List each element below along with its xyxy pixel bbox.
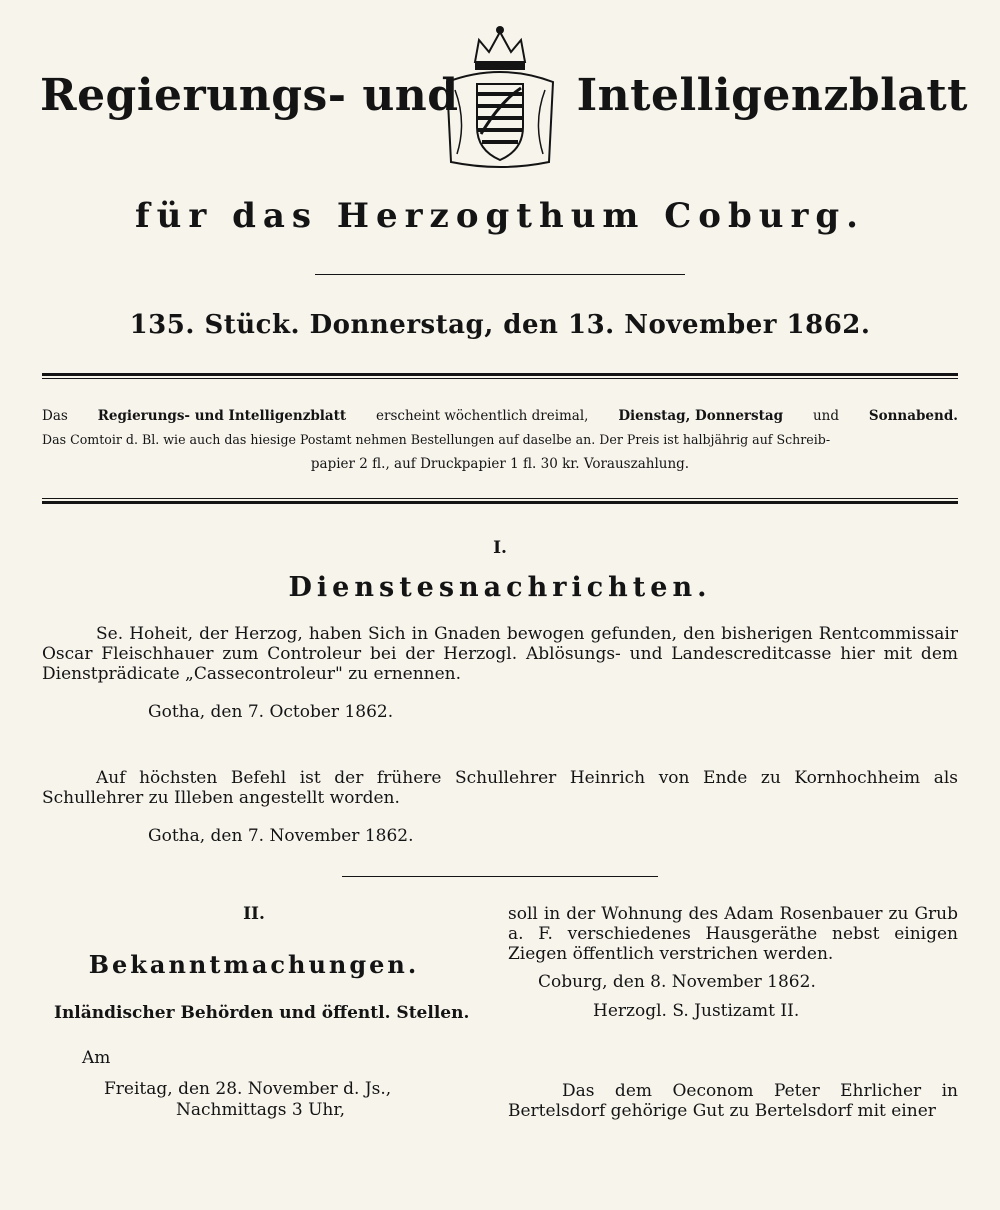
right-column-dateline: Coburg, den 8. November 1862.: [538, 972, 816, 992]
subscription-notice: [42, 404, 958, 476]
section-1-dateline-1: Gotha, den 7. October 1862.: [148, 702, 394, 722]
masthead-subtitle: für das Herzogthum Coburg.: [134, 196, 866, 236]
notice-line-2: Das Comtoir d. Bl. wie auch das hiesige Postamt nehmen Bestellungen auf daselbe an. Der Preis ist halbjährig auf Schreib-: [42, 432, 831, 447]
section-2-am: Am: [82, 1048, 111, 1068]
coat-of-arms-icon: [437, 22, 563, 172]
section-2-date-line: Freitag, den 28. November d. Js.,: [104, 1079, 392, 1099]
title-left: Regierungs- und: [40, 70, 459, 121]
rule-double-bottom-1: [42, 498, 958, 499]
rule-double-top-2: [42, 378, 958, 379]
section-divider: [342, 876, 658, 877]
section-2-numeral: II.: [243, 904, 265, 924]
title-right: Intelligenzblatt: [576, 70, 968, 121]
rule-double-top-1: [42, 373, 958, 376]
section-2-subheading: Inländischer Behörden und öffentl. Stellen.: [54, 1003, 470, 1023]
right-column-signature: Herzogl. S. Justizamt II.: [593, 1001, 800, 1021]
section-1-paragraph-1: Se. Hoheit, der Herzog, haben Sich in Gnaden bewogen gefunden, den bisherigen Rentcommissair Oscar Fleischhauer zum Controleur bei der Herzogl. Ablösungs- und Landescreditcasse hier mit dem Dienstprädicate „Cassecontroleur" zu ernennen.: [42, 624, 958, 684]
issue-line: 135. Stück. Donnerstag, den 13. November 1862.: [129, 310, 871, 340]
notice-line-3: papier 2 fl., auf Druckpapier 1 fl. 30 kr. Vorauszahlung.: [310, 456, 690, 472]
section-2-heading: Bekanntmachungen.: [88, 950, 420, 979]
right-column-paragraph-2: Das dem Oeconom Peter Ehrlicher in Bertelsdorf gehörige Gut zu Bertelsdorf mit einer: [508, 1081, 958, 1121]
section-1-paragraph-2: Auf höchsten Befehl ist der frühere Schullehrer Heinrich von Ende zu Kornhochheim als Schullehrer zu Illeben angestellt worden.: [42, 768, 958, 808]
section-2-time-line: Nachmittags 3 Uhr,: [176, 1100, 346, 1120]
section-1-dateline-2: Gotha, den 7. November 1862.: [148, 826, 414, 846]
rule-short: [315, 274, 685, 275]
right-column-paragraph-1: soll in der Wohnung des Adam Rosenbauer zu Grub a. F. verschiedenes Hausgeräthe nebst einigen Ziegen öffentlich verstrichen werden.: [508, 904, 958, 964]
notice-line-1: Das Regierungs- und Intelligenzblatt erscheint wöchentlich dreimal, Dienstag, Donnerstag und Sonnabend.: [42, 408, 958, 424]
rule-double-bottom-2: [42, 501, 958, 504]
section-1-numeral: I.: [493, 538, 507, 558]
section-1-heading: Dienstesnachrichten.: [288, 572, 712, 603]
